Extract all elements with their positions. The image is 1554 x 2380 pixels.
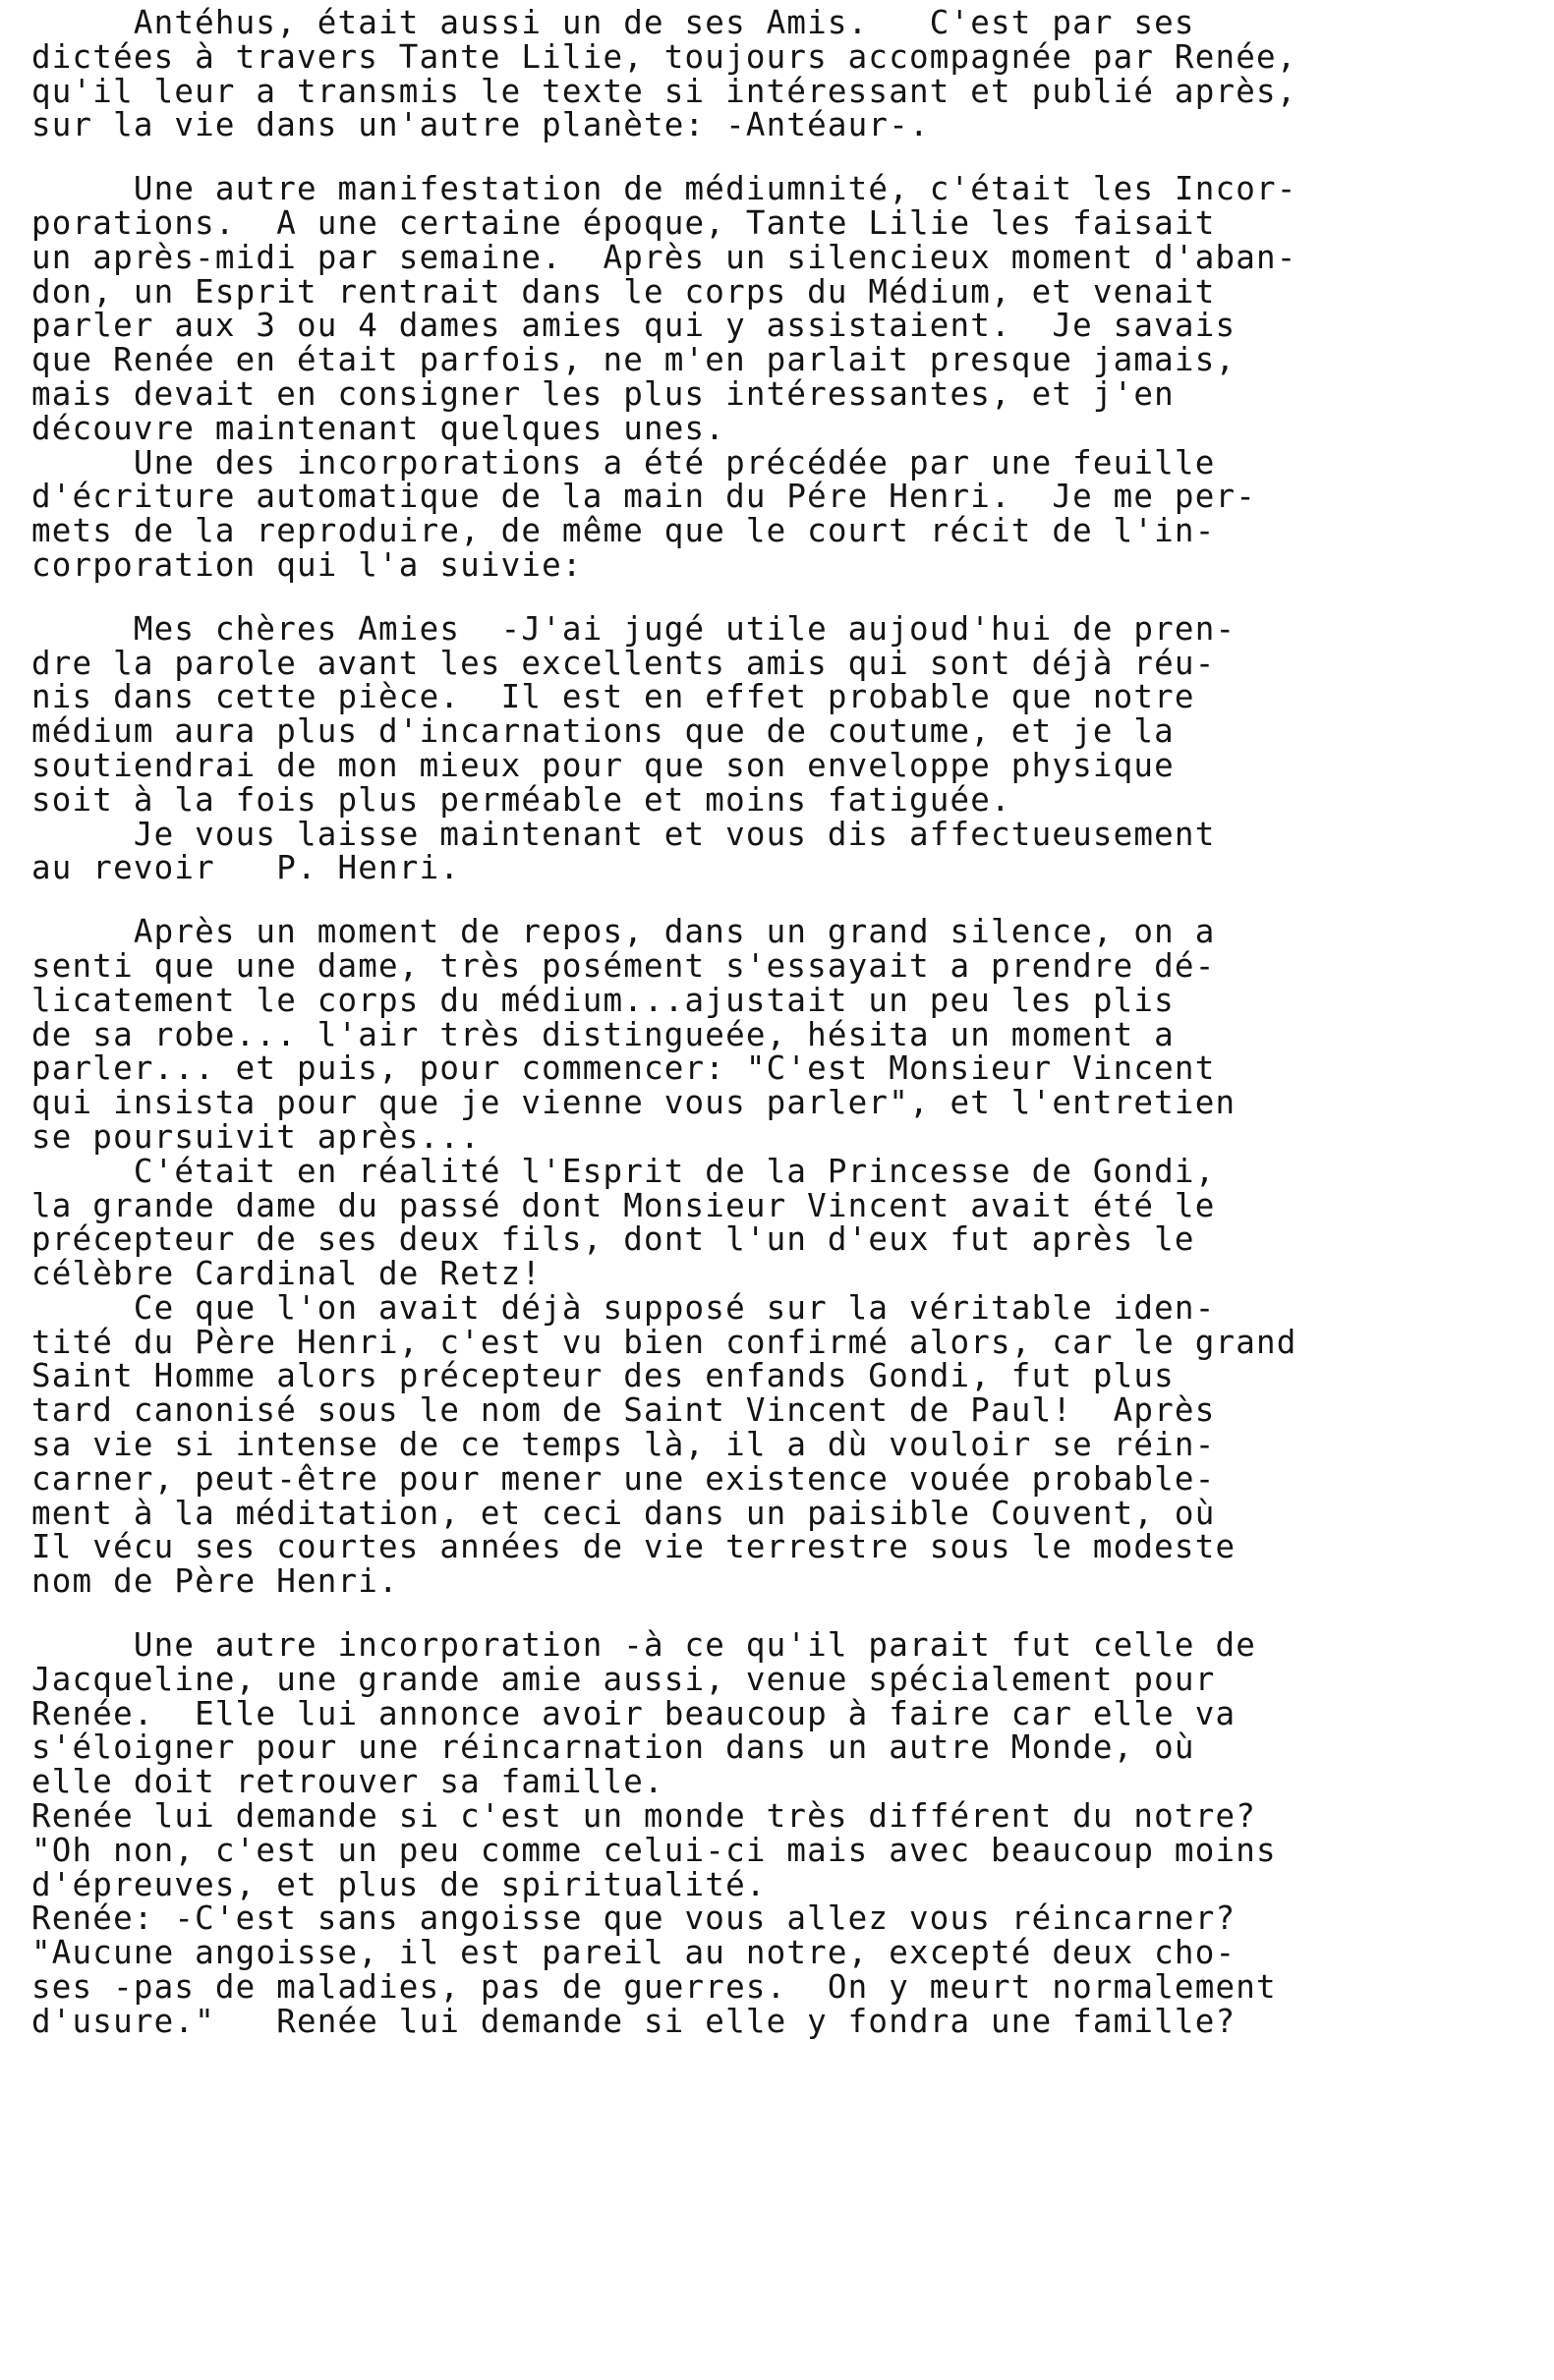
text-line: qui insista pour que je vienne vous parler", et l'entretien bbox=[31, 1084, 1237, 1122]
text-line: dre la parole avant les excellents amis qui sont déjà réu- bbox=[31, 644, 1216, 682]
paragraph-incorporations bbox=[31, 172, 1525, 445]
text-line: Saint Homme alors précepteur des enfands Gondi, fut plus bbox=[31, 1357, 1175, 1395]
text-line: Antéhus, était aussi un de ses Amis. C'est par ses bbox=[31, 4, 1195, 41]
paragraph-princesse-gondi bbox=[31, 1152, 1525, 1293]
text-line: d'épreuves, et plus de spiritualité. bbox=[31, 1865, 767, 1903]
text-line: Ce que l'on avait déjà supposé sur la véritable iden- bbox=[31, 1288, 1216, 1327]
paragraph-gap bbox=[31, 1599, 1525, 1628]
text-line: Mes chères Amies -J'ai jugé utile aujoud'hui de pren- bbox=[31, 609, 1237, 648]
text-line: que Renée en était parfois, ne m'en parlait presque jamais, bbox=[31, 341, 1237, 379]
text-line: Une autre manifestation de médiumnité, c'était les Incor- bbox=[31, 170, 1297, 208]
text-line: licatement le corps du médium...ajustait un peu les plis bbox=[31, 981, 1175, 1019]
text-line: ment à la méditation, et ceci dans un paisible Couvent, où bbox=[31, 1494, 1216, 1532]
text-line: senti que une dame, très posément s'essayait a prendre dé- bbox=[31, 946, 1216, 985]
text-line: découvre maintenant quelques unes. bbox=[31, 409, 726, 447]
text-line: tard canonisé sous le nom de Saint Vincent de Paul! Après bbox=[31, 1391, 1216, 1430]
text-line: se poursuivit après... bbox=[31, 1117, 481, 1156]
text-line: s'éloigner pour une réincarnation dans un autre Monde, où bbox=[31, 1728, 1195, 1767]
text-line: carner, peut-être pour mener une existence vouée probable- bbox=[31, 1459, 1216, 1498]
text-line: parler... et puis, pour commencer: "C'est Monsieur Vincent bbox=[31, 1049, 1216, 1088]
text-line: de sa robe... l'air très distingueée, hésita un moment a bbox=[31, 1015, 1175, 1053]
text-line: Renée. Elle lui annonce avoir beaucoup à faire car elle va bbox=[31, 1694, 1237, 1732]
text-line: au revoir P. Henri. bbox=[31, 849, 461, 887]
text-line: parler aux 3 ou 4 dames amies qui y assistaient. Je savais bbox=[31, 307, 1237, 345]
text-line: nom de Père Henri. bbox=[31, 1562, 399, 1601]
text-line: Après un moment de repos, dans un grand silence, on a bbox=[31, 913, 1216, 951]
text-line: "Oh non, c'est un peu comme celui-ci mais avec beaucoup moins bbox=[31, 1831, 1277, 1869]
text-line: don, un Esprit rentrait dans le corps du Médium, et venait bbox=[31, 272, 1216, 311]
text-line: un après-midi par semaine. Après un silencieux moment d'aban- bbox=[31, 238, 1297, 276]
paragraph-letter-pere-henri bbox=[31, 609, 1525, 819]
text-line: C'était en réalité l'Esprit de la Princesse de Gondi, bbox=[31, 1152, 1216, 1190]
text-line: médium aura plus d'incarnations que de coutume, et je la bbox=[31, 712, 1175, 751]
paragraph-gap bbox=[31, 583, 1525, 612]
text-line: d'écriture automatique de la main du Pére Henri. Je me per- bbox=[31, 478, 1256, 516]
text-line: soit à la fois plus perméable et moins fatiguée. bbox=[31, 780, 1011, 819]
paragraph-princesse-arrival bbox=[31, 915, 1525, 1155]
paragraph-gap bbox=[31, 885, 1525, 915]
text-line: sa vie si intense de ce temps là, il a dù vouloir se réin- bbox=[31, 1426, 1216, 1464]
text-line: mets de la reproduire, de même que le court récit de l'in- bbox=[31, 512, 1216, 550]
text-line: qu'il leur a transmis le texte si intéressant et publié après, bbox=[31, 72, 1297, 110]
paragraph-anteaur bbox=[31, 6, 1525, 142]
text-line: ses -pas de maladies, pas de guerres. On y meurt normalement bbox=[31, 1968, 1277, 2007]
text-line: Renée: -C'est sans angoisse que vous allez vous réincarner? bbox=[31, 1899, 1237, 1938]
text-line: soutiendrai de mon mieux pour que son enveloppe physique bbox=[31, 746, 1175, 784]
text-line: Une autre incorporation -à ce qu'il parait fut celle de bbox=[31, 1626, 1256, 1665]
text-line: célèbre Cardinal de Retz! bbox=[31, 1255, 543, 1293]
text-line: dictées à travers Tante Lilie, toujours accompagnée par Renée, bbox=[31, 37, 1297, 76]
text-line: précepteur de ses deux fils, dont l'un d'eux fut après le bbox=[31, 1220, 1195, 1259]
text-line: d'usure." Renée lui demande si elle y fondra une famille? bbox=[31, 2002, 1237, 2040]
text-line: elle doit retrouver sa famille. bbox=[31, 1763, 664, 1801]
text-line: Renée lui demande si c'est un monde très différent du notre? bbox=[31, 1797, 1256, 1836]
paragraph-letter-signature bbox=[31, 815, 1525, 887]
text-line: porations. A une certaine époque, Tante Lilie les faisait bbox=[31, 203, 1216, 242]
text-line: Il vécu ses courtes années de vie terrestre sous le modeste bbox=[31, 1528, 1237, 1566]
text-line: la grande dame du passé dont Monsieur Vincent avait été le bbox=[31, 1186, 1216, 1224]
paragraph-ecriture-automatique bbox=[31, 443, 1525, 584]
text-line: Je vous laisse maintenant et vous dis affectueusement bbox=[31, 815, 1216, 853]
text-line: Jacqueline, une grande amie aussi, venue spécialement pour bbox=[31, 1660, 1216, 1698]
paragraph-jacqueline bbox=[31, 1628, 1525, 2039]
text-line: sur la vie dans un'autre planète: -Antéaur-. bbox=[31, 106, 930, 144]
paragraph-gap bbox=[31, 142, 1525, 172]
text-line: "Aucune angoisse, il est pareil au notre, excepté deux cho- bbox=[31, 1934, 1237, 1972]
text-line: mais devait en consigner les plus intéressantes, et j'en bbox=[31, 374, 1175, 413]
text-line: Une des incorporations a été précédée par une feuille bbox=[31, 443, 1216, 482]
paragraph-saint-vincent bbox=[31, 1288, 1525, 1601]
text-line: nis dans cette pièce. Il est en effet probable que notre bbox=[31, 678, 1195, 716]
text-line: tité du Père Henri, c'est vu bien confirmé alors, car le grand bbox=[31, 1323, 1297, 1361]
text-line: corporation qui l'a suivie: bbox=[31, 545, 583, 584]
